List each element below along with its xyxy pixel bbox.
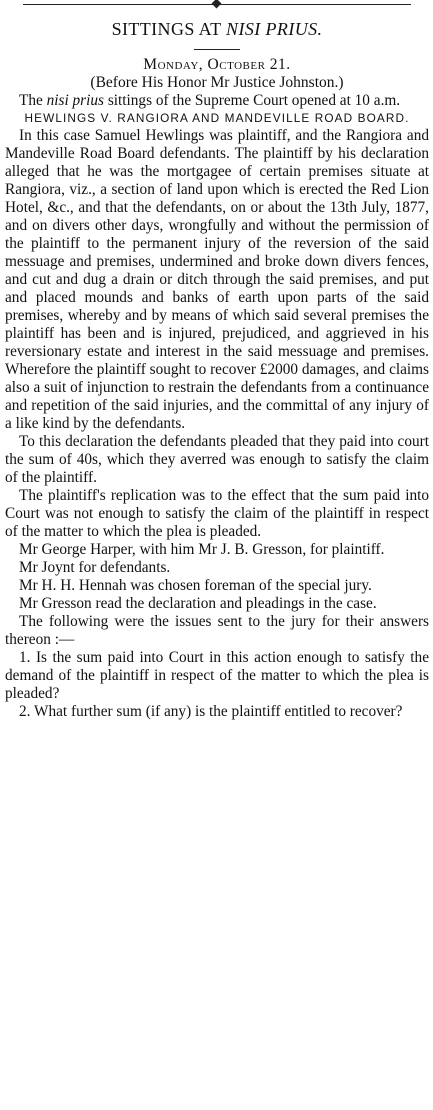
heading-plain: SITTINGS AT bbox=[111, 19, 227, 39]
body-paragraph: The plaintiff's replication was to the effect that the sum paid into Court was not enough to satisfy the claim of the plaintiff in respect of the matter to which the plea is pleaded. bbox=[5, 487, 429, 540]
intro-after: sittings of the Supreme Court opened at 10 a.m. bbox=[104, 92, 401, 109]
diamond-ornament-icon bbox=[212, 0, 222, 8]
intro-italic: nisi prius bbox=[46, 92, 104, 109]
ornamental-rule bbox=[23, 0, 411, 10]
intro-paragraph bbox=[5, 92, 429, 110]
short-divider bbox=[194, 49, 240, 50]
body-paragraph: 2. What further sum (if any) is the plaintiff entitled to recover? bbox=[19, 703, 403, 720]
intro-before: The bbox=[19, 92, 47, 109]
body-paragraph: 1. Is the sum paid into Court in this action enough to satisfy the demand of the plaintiff in respect of the matter to which the plea is pleaded? bbox=[5, 649, 429, 702]
heading-italic: NISI PRIUS. bbox=[226, 19, 323, 39]
body-paragraph: Mr Gresson read the declaration and pleadings in the case. bbox=[19, 595, 377, 612]
body-paragraph: Mr George Harper, with him Mr J. B. Gresson, for plaintiff. bbox=[19, 541, 385, 558]
body-paragraph: The following were the issues sent to the jury for their answers thereon :— bbox=[5, 613, 429, 648]
before-line: (Before His Honor Mr Justice Johnston.) bbox=[90, 74, 344, 91]
body-paragraph: To this declaration the defendants pleaded that they paid into court the sum of 40s, which they averred was enough to satisfy the claim of the plaintiff. bbox=[5, 433, 429, 486]
case-heading: HEWLINGS V. RANGIORA AND MANDEVILLE ROAD BOARD. bbox=[24, 111, 410, 125]
article-heading bbox=[5, 18, 429, 40]
date-line: Monday, October 21. bbox=[143, 56, 291, 73]
body-paragraph: Mr Joynt for defendants. bbox=[19, 559, 171, 576]
body-paragraph: In this case Samuel Hewlings was plaintiff, and the Rangiora and Mandeville Road Board defendants. The plaintiff by his declaration alleged that he was the mortgagee of certain premises situate at Rangiora, viz., a section of land upon which is erected the Red Lion Hotel, &c., and that the defendants, on or about the 13th July, 1877, and on divers other days, wrongfully and without the permission of the plaintiff to the permanent injury of the reversion of the said messuage and premises, undermined and broke down divers fences, and cut and dug a drain or ditch through the said premises, and put and placed mounds and banks of earth upon parts of the said premises, whereby and by means of which said several premises the plaintiff has been and is injured, prejudiced, and aggrieved in his reversionary estate and interest in the said messuage and premises. Wherefore the plaintiff sought to recover £2000 damages, and claims also a suit of injunction to restrain the defendants from a continuance and repetition of the said injuries, and the committal of any injury of a like kind by the defendants. bbox=[5, 127, 429, 432]
body-paragraph: Mr H. H. Hennah was chosen foreman of the special jury. bbox=[19, 577, 372, 594]
